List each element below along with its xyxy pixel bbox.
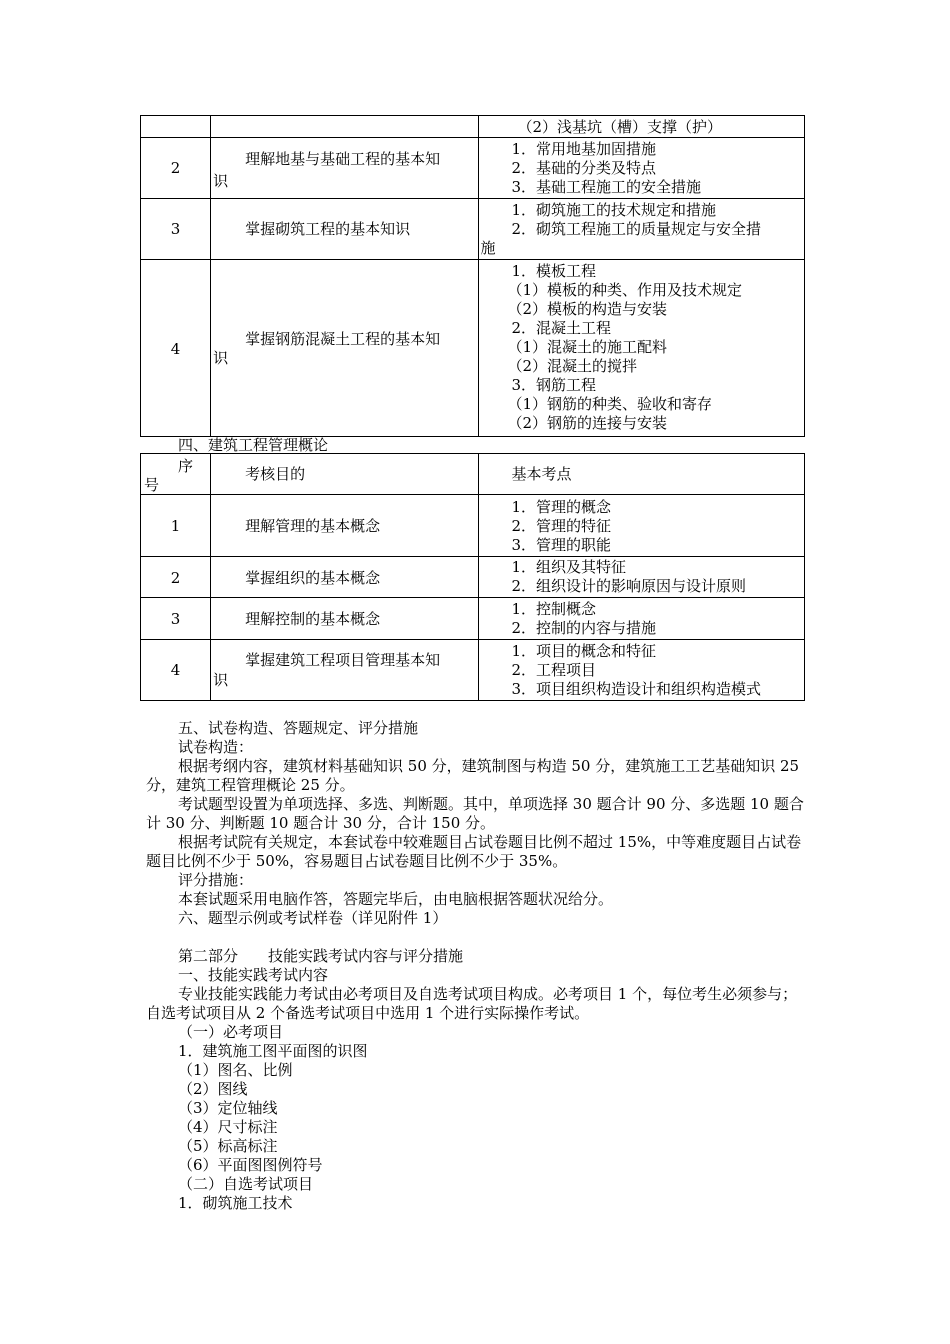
aim-cell <box>211 260 479 437</box>
scoring-label: 评分措施： <box>178 871 254 889</box>
row-index: 1 <box>170 517 181 535</box>
point-item: （1）混凝土的施工配料 <box>507 338 668 356</box>
section-5-title: 五、试卷构造、答题规定、评分措施 <box>178 719 419 737</box>
required-items-title: （一）必考项目 <box>178 1023 284 1041</box>
row-index: 4 <box>170 661 181 679</box>
points-cell <box>479 598 805 640</box>
aim-cell <box>211 557 479 598</box>
point-item: 2．基础的分类及特点 <box>511 159 657 177</box>
point-item: 2．控制的内容与措施 <box>511 619 657 637</box>
paragraph: 专业技能实践能力考试由必考项目及自选考试项目构成。必考项目 1 个，每位考生必须参与；自选考试项目从 2 个备选考试项目中选用 1 个进行实际操作考试。 <box>146 985 798 1022</box>
aim-text: 理解控制的基本概念 <box>245 610 381 628</box>
table-row <box>141 598 805 640</box>
point-item: 3．基础工程施工的安全措施 <box>511 178 702 196</box>
index-cell <box>141 116 211 138</box>
aim-cell <box>211 138 479 199</box>
table-row <box>141 199 805 260</box>
point-item: 3．钢筋工程 <box>511 376 597 394</box>
aim-cell <box>211 598 479 640</box>
aim-cell <box>211 640 479 701</box>
table-row <box>141 116 805 138</box>
points-cell <box>479 116 805 138</box>
aim-cell <box>211 199 479 260</box>
aim-text: 理解地基与基础工程的基本知 <box>245 150 441 168</box>
management-exam-table <box>140 453 805 701</box>
header-index-cell <box>141 454 211 495</box>
row-index: 2 <box>170 159 181 177</box>
row-index: 2 <box>170 569 181 587</box>
aim-text: 理解管理的基本概念 <box>245 517 381 535</box>
points-cell <box>479 557 805 598</box>
header-aim: 考核目的 <box>245 465 306 483</box>
table-row <box>141 260 805 437</box>
table-row <box>141 557 805 598</box>
list-subitem: （4）尺寸标注 <box>178 1118 278 1136</box>
points-cell <box>479 640 805 701</box>
section-4-title: 四、建筑工程管理概论 <box>178 436 329 454</box>
points-cell <box>479 260 805 437</box>
point-item: （1）模板的种类、作用及技术规定 <box>507 281 743 299</box>
point-item: 3．项目组织构造设计和组织构造模式 <box>511 680 762 698</box>
point-item: 2．混凝土工程 <box>511 319 612 337</box>
part-2-title: 第二部分 技能实践考试内容与评分措施 <box>178 947 464 965</box>
list-subitem: （2）图线 <box>178 1080 248 1098</box>
points-cell <box>479 138 805 199</box>
point-item: 2．管理的特征 <box>511 517 612 535</box>
header-points: 基本考点 <box>511 465 572 483</box>
point-item-tail: 施 <box>480 239 496 257</box>
point-item: 1．管理的概念 <box>511 498 612 516</box>
paragraph: 根据考纲内容，建筑材料基础知识 50 分，建筑制图与构造 50 分，建筑施工工艺基础知识 25 分，建筑工程管理概论 25 分。 <box>146 757 800 794</box>
table-header-row <box>141 454 805 495</box>
aim-text: 掌握钢筋混凝土工程的基本知 <box>245 330 441 348</box>
paragraph: 本套试题采用电脑作答，答题完毕后，由电脑根据答题状况给分。 <box>178 890 614 908</box>
list-subitem: （5）标高标注 <box>178 1137 278 1155</box>
document-body <box>146 719 806 1213</box>
paragraph: 考试题型设置为单项选择、多选、判断题。其中，单项选择 30 题合计 90 分、多选题 10 题合计 30 分、判断题 10 题合计 30 分，合计 150 分。 <box>146 795 804 832</box>
aim-text-tail: 识 <box>213 172 229 190</box>
header-points-cell <box>479 454 805 495</box>
index-cell <box>141 495 211 557</box>
exam-content-table-continued <box>140 115 805 437</box>
point-item: （2）浅基坑（槽）支撑（护） <box>517 118 723 136</box>
point-item: 1．砌筑施工的技术规定和措施 <box>511 201 717 219</box>
exam-structure-label: 试卷构造： <box>178 738 254 756</box>
section-6-title: 六、题型示例或考试样卷（详见附件 1） <box>178 909 448 927</box>
point-item: 2．工程项目 <box>511 661 597 679</box>
header-aim-cell <box>211 454 479 495</box>
row-index: 4 <box>170 340 181 358</box>
table-row <box>141 640 805 701</box>
list-subitem: （6）平面图图例符号 <box>178 1156 323 1174</box>
points-cell <box>479 495 805 557</box>
index-cell <box>141 598 211 640</box>
points-cell <box>479 199 805 260</box>
aim-text: 掌握砌筑工程的基本知识 <box>245 220 411 238</box>
index-cell <box>141 138 211 199</box>
point-item: （1）钢筋的种类、验收和寄存 <box>507 395 713 413</box>
point-item: 1．项目的概念和特征 <box>511 642 657 660</box>
optional-items-title: （二）自选考试项目 <box>178 1175 314 1193</box>
point-item: （2）模板的构造与安装 <box>507 300 668 318</box>
point-item: 2．组织设计的影响原因与设计原则 <box>511 577 747 595</box>
table-row <box>141 138 805 199</box>
list-item: 1．砌筑施工技术 <box>178 1194 293 1212</box>
point-item: 3．管理的职能 <box>511 536 612 554</box>
row-index: 3 <box>170 220 181 238</box>
aim-text: 掌握组织的基本概念 <box>245 569 381 587</box>
point-item: 1．模板工程 <box>511 262 597 280</box>
aim-text: 掌握建筑工程项目管理基本知 <box>245 651 441 669</box>
point-item: 2．砌筑工程施工的质量规定与安全措 <box>511 220 762 238</box>
list-subitem: （1）图名、比例 <box>178 1061 293 1079</box>
paragraph: 根据考试院有关规定，本套试卷中较难题目占试卷题目比例不超过 15%，中等难度题目占试卷题目比例不少于 50%，容易题目占试卷题目比例不少于 35%。 <box>146 833 802 870</box>
aim-cell <box>211 495 479 557</box>
aim-text-tail: 识 <box>213 349 229 367</box>
header-index-top: 序 <box>178 457 194 475</box>
aim-cell <box>211 116 479 138</box>
point-item: 1．组织及其特征 <box>511 558 627 576</box>
index-cell <box>141 557 211 598</box>
row-index: 3 <box>170 610 181 628</box>
point-item: （2）混凝土的搅拌 <box>507 357 638 375</box>
index-cell <box>141 640 211 701</box>
list-item: 1．建筑施工图平面图的识图 <box>178 1042 368 1060</box>
header-index-bottom: 号 <box>144 476 160 494</box>
point-item: 1．常用地基加固措施 <box>511 140 657 158</box>
aim-text-tail: 识 <box>213 671 229 689</box>
index-cell <box>141 260 211 437</box>
point-item: （2）钢筋的连接与安装 <box>507 414 668 432</box>
table-row <box>141 495 805 557</box>
section-1-title: 一、技能实践考试内容 <box>178 966 329 984</box>
point-item: 1．控制概念 <box>511 600 597 618</box>
list-subitem: （3）定位轴线 <box>178 1099 278 1117</box>
index-cell <box>141 199 211 260</box>
